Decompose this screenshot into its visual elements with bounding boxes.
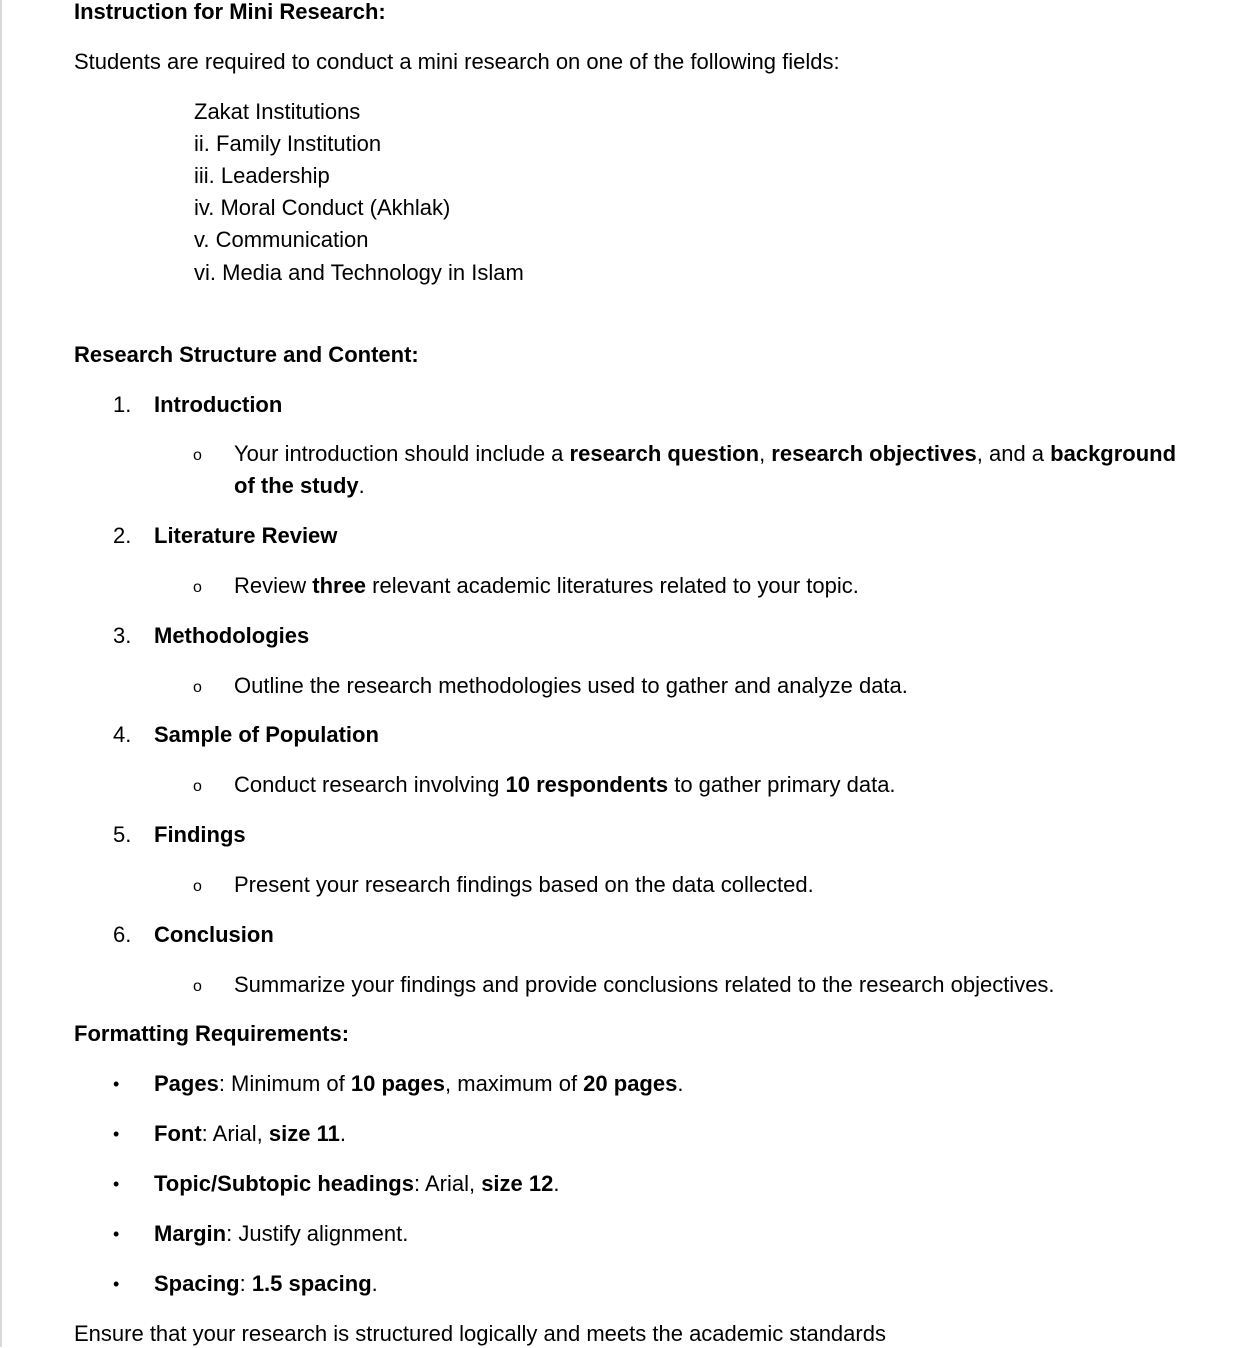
bullet-dot: • [113, 1174, 120, 1194]
section-text-line: Your introduction should include a research question, research objectives, and a background [234, 441, 1177, 466]
section-text-line: Review three relevant academic literatures related to your topic. [234, 573, 859, 598]
formatting-item-headings: Topic/Subtopic headings: Arial, size 12. [154, 1171, 560, 1196]
sub-bullet-circle: o [193, 778, 202, 795]
field-item: Zakat Institutions [194, 99, 361, 124]
bullet-dot: • [113, 1224, 120, 1244]
section-text-line: Present your research findings based on the data collected. [234, 872, 814, 897]
section-text-line: Conduct research involving 10 respondents to gather primary data. [234, 772, 896, 797]
closing-paragraph: Ensure that your research is structured logically and meets the academic standards [74, 1321, 886, 1346]
bullet-dot: • [113, 1124, 120, 1144]
sub-bullet-circle: o [193, 978, 202, 995]
section-number: 5. [113, 822, 132, 847]
section-number: 4. [113, 722, 132, 747]
sub-bullet-circle: o [193, 447, 202, 464]
formatting-item-spacing: Spacing: 1.5 spacing. [154, 1271, 378, 1296]
document-title: Instruction for Mini Research: [74, 0, 386, 24]
section-number: 1. [113, 392, 132, 417]
field-item: iv. Moral Conduct (Akhlak) [194, 195, 451, 220]
field-item: vi. Media and Technology in Islam [194, 260, 524, 285]
formatting-item-font: Font: Arial, size 11. [154, 1121, 346, 1146]
section-title-conclusion: Conclusion [154, 922, 274, 947]
sub-bullet-circle: o [193, 579, 202, 596]
formatting-item-pages: Pages: Minimum of 10 pages, maximum of 20 pages. [154, 1071, 684, 1096]
section-title-sample-of-population: Sample of Population [154, 722, 379, 747]
section-number: 3. [113, 623, 132, 648]
section-title-introduction: Introduction [154, 392, 283, 417]
field-item: ii. Family Institution [194, 131, 382, 156]
intro-paragraph: Students are required to conduct a mini research on one of the following fields: [74, 49, 840, 74]
section-text-line: Outline the research methodologies used to gather and analyze data. [234, 673, 908, 698]
section-text-line: Summarize your findings and provide conclusions related to the research objectives. [234, 972, 1055, 997]
bullet-dot: • [113, 1274, 120, 1294]
page-left-border [0, 0, 2, 1347]
section-title-literature-review: Literature Review [154, 523, 338, 548]
section-number: 2. [113, 523, 132, 548]
formatting-item-margin: Margin: Justify alignment. [154, 1221, 409, 1246]
section-number: 6. [113, 922, 132, 947]
bullet-dot: • [113, 1074, 120, 1094]
formatting-heading: Formatting Requirements: [74, 1021, 350, 1046]
field-item: v. Communication [194, 227, 369, 252]
section-title-methodologies: Methodologies [154, 623, 310, 648]
section-title-findings: Findings [154, 822, 246, 847]
sub-bullet-circle: o [193, 679, 202, 696]
structure-heading: Research Structure and Content: [74, 342, 419, 367]
sub-bullet-circle: o [193, 878, 202, 895]
field-item: iii. Leadership [194, 163, 330, 188]
section-text-line: of the study. [234, 473, 365, 498]
